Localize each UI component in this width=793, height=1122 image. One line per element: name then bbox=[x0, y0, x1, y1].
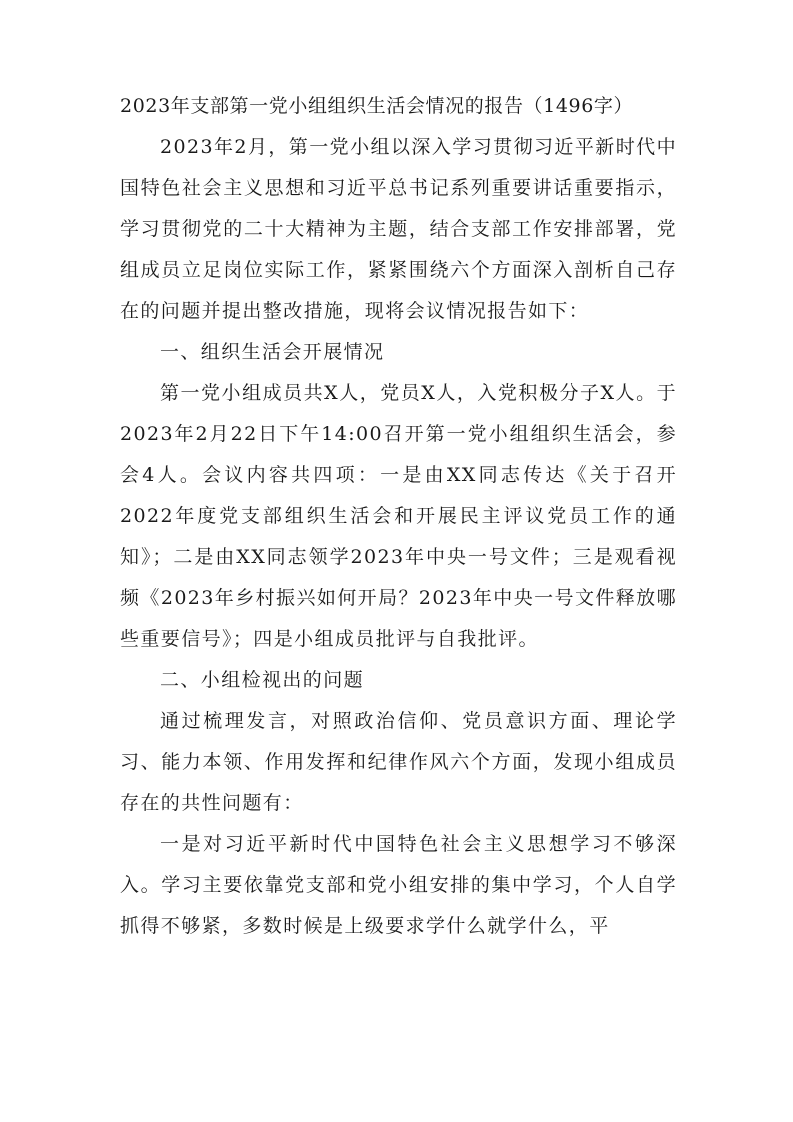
document-body bbox=[120, 86, 677, 947]
document-title: 2023年支部第一党小组组织生活会情况的报告（1496字） bbox=[120, 95, 634, 117]
section-2-paragraph: 通过梳理发言，对照政治信仰、党员意识方面、理论学习、能力本领、作用发挥和纪律作风六个方面，发现小组成员存在的共性问题有： bbox=[120, 710, 677, 814]
section-heading-1: 一、组织生活会开展情况 bbox=[160, 341, 385, 363]
section-2-item-1-paragraph: 一是对习近平新时代中国特色社会主义思想学习不够深入。学习主要依靠党支部和党小组安排的集中学习，个人自学抓得不够紧，多数时候是上级要求学什么就学什么，平 bbox=[120, 833, 677, 937]
intro-paragraph: 2023年2月，第一党小组以深入学习贯彻习近平新时代中国特色社会主义思想和习近平总书记系列重要讲话重要指示，学习贯彻党的二十大精神为主题，结合支部工作安排部署，党组成员立足岗位实际工作，紧紧围绕六个方面深入剖析自己存在的问题并提出整改措施，现将会议情况报告如下： bbox=[120, 136, 677, 322]
section-1-paragraph: 第一党小组成员共X人，党员X人，入党积极分子X人。于2023年2月22日下午14:00召开第一党小组组织生活会，参会4人。会议内容共四项：一是由XX同志传达《关于召开2022年度党支部组织生活会和开展民主评议党员工作的通知》；二是由XX同志领学2023年中央一号文件；三是观看视频《2023年乡村振兴如何开局？2023年中央一号文件释放哪些重要信号》；四是小组成员批评与自我批评。 bbox=[120, 382, 677, 650]
section-heading-2: 二、小组检视出的问题 bbox=[160, 669, 365, 691]
